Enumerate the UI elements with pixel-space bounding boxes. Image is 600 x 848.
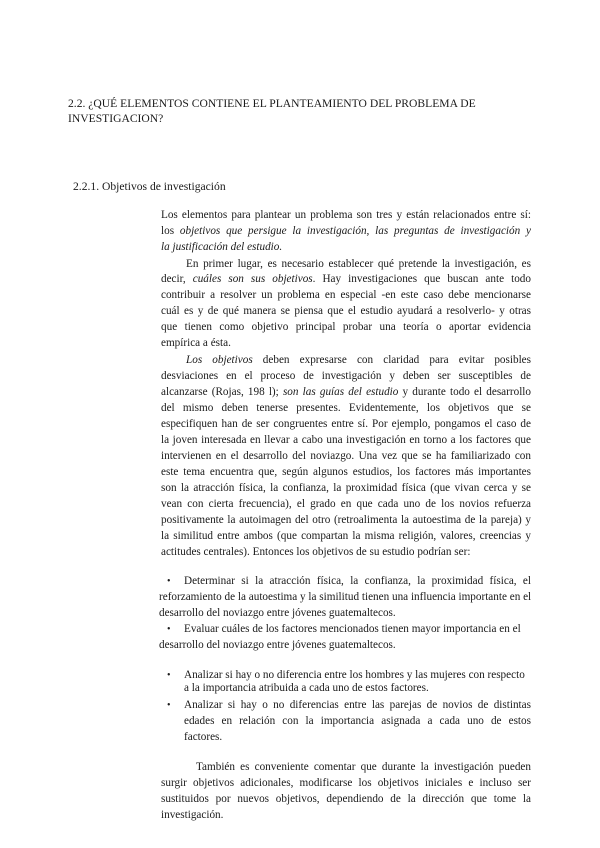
closing-paragraph-line: sustituidos por nuevos objetivos, dependiendo de la dirección que tome la <box>161 793 531 805</box>
text-run: decir, <box>161 273 193 285</box>
bullet-icon: • <box>167 670 171 681</box>
closing-paragraph-line: También es conveniente comentar que durante la investigación pueden <box>196 761 531 773</box>
italic-run: objetivos que persigue la investigación, las preguntas de investigación y <box>179 225 531 237</box>
list-item-line: desarrollo del noviazgo entre jóvenes guatemaltecos. <box>159 639 396 651</box>
paragraph-1-line <box>161 223 531 240</box>
list-item-line: Analizar si hay o no diferencia entre los hombres y las mujeres con respecto <box>184 669 525 681</box>
paragraph-3-line <box>186 352 531 369</box>
paragraph-3-line: la similitud entre ambos (que compartan la misma religión, valores, creencias y <box>161 530 531 542</box>
paragraph-3-line: desviaciones en el proceso de investigación y deben ser susceptibles de <box>161 370 531 382</box>
section-heading-line-1: 2.2. ¿QUÉ ELEMENTOS CONTIENE EL PLANTEAMIENTO DEL PROBLEMA DE <box>68 97 476 110</box>
closing-paragraph-line: investigación. <box>161 809 224 821</box>
paragraph-3-line: vean con cierta frecuencia), el grado en que cada uno de los novios refuerza <box>161 498 531 510</box>
paragraph-2-line: empírica a ésta. <box>161 337 231 349</box>
subsection-heading: 2.2.1. Objetivos de investigación <box>73 180 226 193</box>
paragraph-2-line: En primer lugar, es necesario establecer qué pretende la investigación, es <box>186 258 531 270</box>
paragraph-2-line: cuál es y de qué manera se piensa que el estudio ayudará a resolverlo- y otras <box>161 305 531 317</box>
section-heading-line-2: INVESTIGACION? <box>68 112 164 125</box>
paragraph-2-line: contribuir a resolver un problema en especial -en este caso debe mencionarse <box>161 289 531 301</box>
paragraph-3-line: especifiquen han de ser congruentes entre sí. Por ejemplo, pongamos el caso de <box>161 418 531 430</box>
list-item-line: reforzamiento de la autoestima y la similitud tienen una influencia importante en el <box>159 591 532 603</box>
list-item-line: Evaluar cuáles de los factores mencionados tienen mayor importancia en el <box>184 623 521 635</box>
paragraph-3-line: del mismo deben tenerse presentes. Evidentemente, los objetivos que se <box>161 402 531 414</box>
list-item-line: desarrollo del noviazgo entre jóvenes guatemaltecos. <box>159 607 396 619</box>
paragraph-2-line <box>161 271 531 288</box>
bullet-icon: • <box>167 700 171 711</box>
bullet-icon: • <box>167 624 171 635</box>
paragraph-3-line: actitudes centrales). Entonces los objetivos de su estudio podrían ser: <box>161 546 471 558</box>
italic-run: Los objetivos <box>186 354 253 366</box>
text-run: deben expresarse con claridad para evitar posibles <box>252 354 531 366</box>
paragraph-1-line: Los elementos para plantear un problema son tres y están relacionados entre sí: <box>161 209 531 221</box>
text-run: alcanzarse (Rojas, 198 l); <box>161 386 283 398</box>
paragraph-3-line: positivamente la autoimagen del otro (retroalimenta la autoestima de la pareja) y <box>161 514 531 526</box>
paragraph-3-line: intervienen en el desarrollo del noviazgo. Una vez que se ha familiarizado con <box>161 450 531 462</box>
italic-run: cuáles son sus objetivos <box>192 273 313 285</box>
list-item-line: Determinar si la atracción física, la confianza, la proximidad física, el <box>184 575 531 587</box>
bullet-icon: • <box>167 576 171 587</box>
text-run: los <box>161 225 180 237</box>
italic-run: son las guías del estudio <box>282 386 399 398</box>
paragraph-3-line <box>161 384 531 401</box>
paragraph-2-line: que tienen como objetivo principal probar una teoría o aportar evidencia <box>161 321 531 333</box>
list-item-line: factores. <box>184 731 223 743</box>
list-item-line: edades en relación con la importancia asignada a cada uno de estos <box>184 715 531 727</box>
closing-paragraph-line: surgir objetivos adicionales, modificarse los objetivos iniciales e incluso ser <box>161 777 531 789</box>
paragraph-1-line: la justificación del estudio. <box>161 241 283 253</box>
text-run: . Hay investigaciones que buscan ante todo <box>312 273 531 285</box>
paragraph-3-line: son la atracción física, la confianza, la proximidad física (que vivan cerca y se <box>161 482 531 494</box>
paragraph-3-line: la joven interesada en llevar a cabo una investigación en torno a los factores que <box>161 434 531 446</box>
paragraph-3-line: este tema encuentra que, según algunos estudios, los factores más importantes <box>161 466 531 478</box>
list-item-line: a la importancia atribuida a cada uno de estos factores. <box>184 682 429 694</box>
list-item-line: Analizar si hay o no diferencias entre las parejas de novios de distintas <box>184 699 531 711</box>
text-run: y durante todo el desarrollo <box>398 386 532 398</box>
